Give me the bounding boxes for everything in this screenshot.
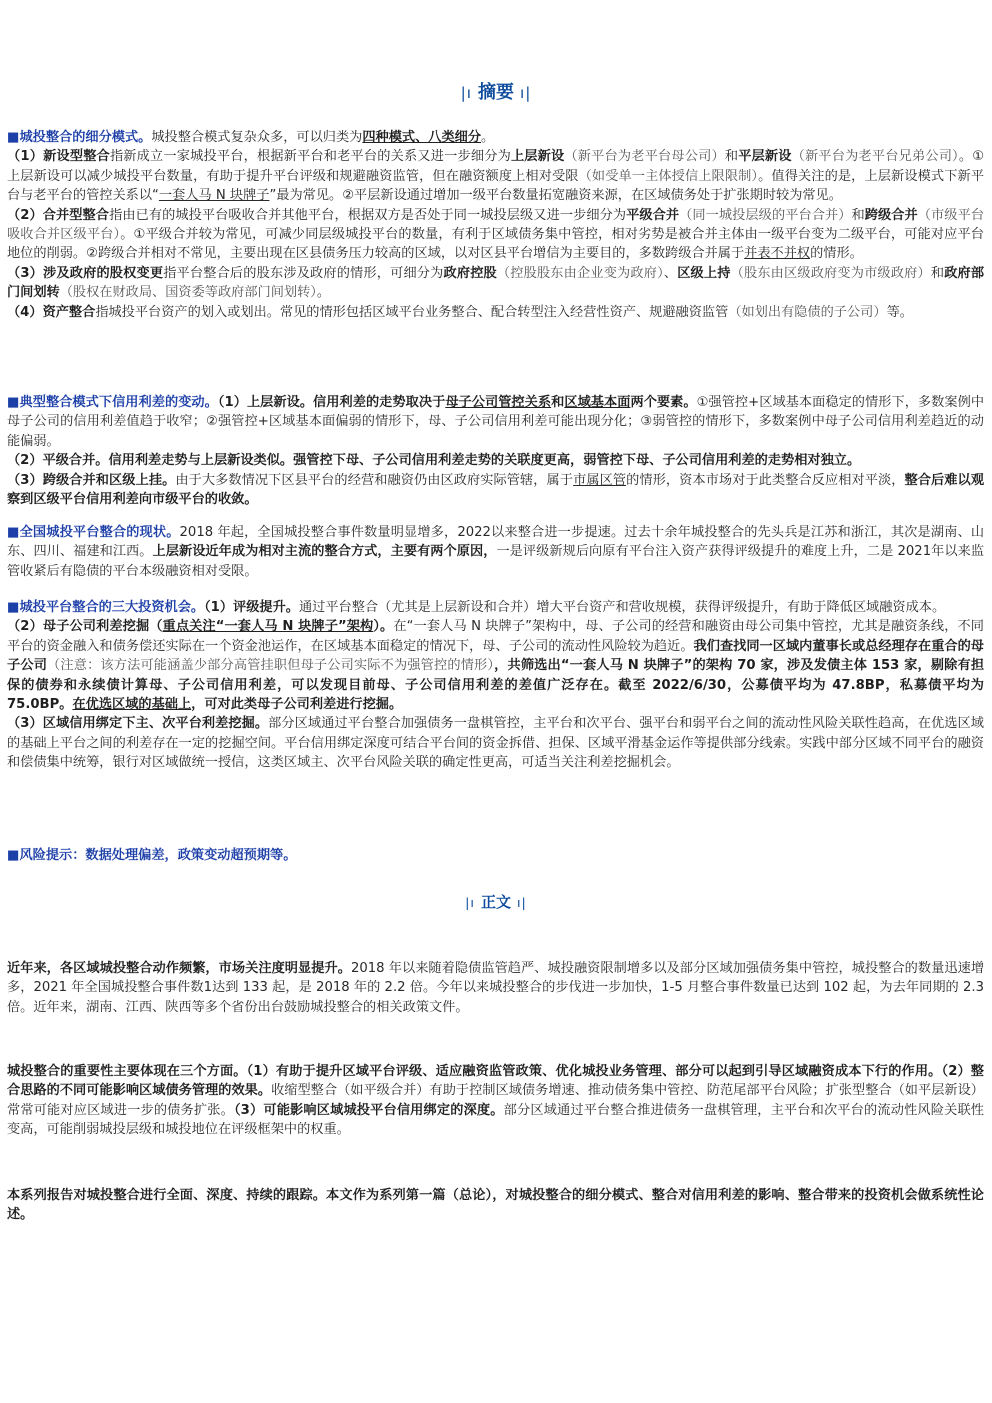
paragraph-new-setup: （1）新设型整合指新成立一家城投平台，根据新平台和老平台的关系又进一步细分为上层新设（新平台为老平台母公司）和平层新设（新平台为老平台兄弟公司）。①上层新设可以减少城投平台数量，有助于提升平台评级和规避融资监管，但在融资额度上相对受限（如受单一主体授信上限限制）。值得关注的是，上层新设模式下新平台与老平台的管控关系以“一套人马 N 块牌子”最为常见。②平层新设通过增加一级平台数量拓宽融资来源，在区域债务处于扩张期时较为常见。 (7, 149, 985, 204)
section-title: 城投整合的细分模式。 (19, 130, 152, 145)
paragraph-merger: （2）合并型整合指由已有的城投平台吸收合并其他平台，根据双方是否处于同一城投层级又进一步细分为平级合并（同一城投层级的平台合并）和跨级合并（市级平台吸收合并区级平台）。①平级合并较为常见，可减少同层级城投平台的数量，有利于区域债务集中管控，相对劣势是被合并主体由一级平台变为二级平台，可能对应平台地位的削弱。②跨级合并相对不常见，主要出现在区县债务压力较高的区域，以对区县平台增信为主要目的，多数跨级合并属于并表不并权的情形。 (7, 207, 985, 262)
summary-section-risk (7, 846, 984, 865)
paragraph-cross-level: （3）跨级合并和区级上挂。由于大多数情况下区县平台的经营和融资仍由区政府实际管辖，属于市属区管的情形，资本市场对于此类整合反应相对平淡，整合后难以观察到区级平台信用利差向市级平台的收敛。 (7, 472, 985, 508)
section-title: 典型整合模式下信用利差的变动。 (19, 395, 218, 410)
section-intro: ■城投整合的细分模式。城投整合模式复杂众多，可以归类为四种模式、八类细分。 (7, 130, 495, 145)
square-bullet-icon: ■ (7, 600, 20, 615)
section-title: 城投平台整合的三大投资机会。 (19, 600, 205, 615)
paragraph-parent-sub-spread: （2）母子公司利差挖掘（重点关注“一套人马 N 块牌子”架构）。在“一套人马 N 块牌子”架构中，母、子公司的经营和融资由母公司集中管控，尤其是融资条线，不同平台的资金融入和债务偿还实际在一个资金池运作，在区域基本面稳定的情况下，母、子公司的流动性风险较为趋近。我们查找同一区域内董事长或总经理存在重合的母子公司（注意：该方法可能涵盖少部分高管挂职但母子公司实际不为强管控的情形），共筛选出“一套人马 N 块牌子”的架构 70 家，涉及发债主体 153 家，剔除有担保的债券和永续债计算母、子公司信用利差，可以发现目前母、子公司信用利差的差值广泛存在。截至 2022/6/30，公募债平均为 47.8BP，私募债平均为 75.0BP。在优选区域的基础上，可对此类母子公司利差进行挖掘。 (7, 619, 985, 713)
main-paragraph-2: 城投整合的重要性主要体现在三个方面。（1）有助于提升区域平台评级、适应融资监管政策、优化城投业务管理、部分可以起到引导区域融资成本下行的作用。（2）整合思路的不同可能影响区域债务管理的效果。收缩型整合（如平级合并）有助于控制区域债务增速、推动债务集中管控、防范尾部平台风险；扩张型整合（如平层新设）常常可能对应区域进一步的债务扩张。（3）可能影响区域城投平台信用绑定的深度。部分区域通过平台整合推进债务一盘棋管理，主平台和次平台的流动性风险关联性变高，可能削弱城投层级和城投地位在评级框架中的权重。 (7, 1064, 984, 1138)
square-bullet-icon: ■ (7, 848, 20, 863)
paragraph-status: ■全国城投平台整合的现状。2018 年起，全国城投整合事件数量明显增多，2022以来整合进一步提速。过去十余年城投整合的先头兵是江苏和浙江，其次是湖南、山东、四川、福建和江西。上层新设近年成为相对主流的整合方式，主要有两个原因，一是评级新规后向原有平台注入资产获得评级提升的难度上升，二是 2021年以来监管收紧后有隐债的平台本级融资相对受限。 (7, 525, 985, 579)
paragraph-asset-integration: （4）资产整合指城投平台资产的划入或划出。常见的情形包括区域平台业务整合、配合转型注入经营性资产、规避融资监管（如划出有隐债的子公司）等。 (7, 304, 913, 320)
main-paragraph-1: 近年来，各区域城投整合动作频繁，市场关注度明显提升。2018 年以来随着隐债监管趋严、城投融资限制增多以及部分区域加强债务集中管控，城投整合的数量迅速增多，2021 年全国城投整合事件数1达到 133 起，是 2018 年的 2.2 倍。今年以来城投整合的步伐进一步加快，1-5 月整合事件数量已达到 102 起，为去年同期的 2.3 倍。近年来，湖南、江西、陕西等多个省份出台鼓励城投整合的相关政策文件。 (7, 961, 985, 1015)
summary-section-opportunities (7, 598, 984, 773)
paragraph-rating-upgrade: ■城投平台整合的三大投资机会。（1）评级提升。通过平台整合（尤其是上层新设和合并）增大平台资产和营收规模，获得评级提升，有助于降低区域融资成本。 (7, 600, 946, 615)
paragraph-upper-setup: ■典型整合模式下信用利差的变动。（1）上层新设。信用利差的走势取决于母子公司管控关系和区域基本面两个要素。①强管控+区域基本面稳定的情形下，多数案例中母子公司的信用利差值趋于收窄；②强管控+区域基本面偏弱的情形下，母、子公司信用利差可能出现分化；③弱管控的情形下，多数案例中母子公司信用利差趋近的动能偏弱。 (7, 395, 985, 449)
summary-heading (0, 81, 992, 105)
section-title: 全国城投平台整合的现状。 (19, 525, 180, 540)
paragraph-regional-binding: （3）区域信用绑定下主、次平台利差挖掘。部分区域通过平台整合加强债务一盘棋管控，主平台和次平台、强平台和弱平台之间的流动性风险关联性趋高，在优选区域的基础上平台之间的利差存在一定的挖掘空间。平台信用绑定深度可结合平台间的资金拆借、担保、区域平滑基金运作等提供部分线索。实践中部分区域不同平台的融资和偿债集中统筹，银行对区域做统一授信，这类区域主、次平台风险关联的确定性更高，可适当关注利差挖掘机会。 (7, 716, 984, 771)
paragraph-equity-change: （3）涉及政府的股权变更指平台整合后的股东涉及政府的情形，可细分为政府控股（控股股东由企业变为政府）、区级上持（股东由区级政府变为市级政府）和政府部门间划转（股权在财政局、国资委等政府部门间划转）。 (7, 265, 985, 301)
heading-bar-icon: |ı (460, 84, 472, 102)
heading-bar-icon: ı| (520, 84, 532, 102)
summary-section-segment-modes (7, 128, 984, 322)
square-bullet-icon: ■ (7, 395, 20, 410)
square-bullet-icon: ■ (7, 130, 20, 145)
main-heading-title: 正文 (480, 893, 511, 911)
main-heading (0, 892, 992, 914)
summary-section-credit-spread (7, 393, 984, 509)
summary-heading-title: 摘要 (478, 82, 514, 103)
heading-bar-icon: |ı (465, 896, 475, 911)
square-bullet-icon: ■ (7, 525, 20, 540)
risk-warning: 风险提示：数据处理偏差，政策变动超预期等。 (19, 848, 297, 863)
paragraph-risk (7, 846, 984, 865)
paragraph-level-merger: （2）平级合并。信用利差走势与上层新设类似。强管控下母、子公司信用利差走势的关联度更高，弱管控下母、子公司信用利差的走势相对独立。 (7, 453, 861, 469)
summary-section-status (7, 523, 984, 581)
main-paragraph-3: 本系列报告对城投整合进行全面、深度、持续的跟踪。本文作为系列第一篇（总论），对城投整合的细分模式、整合对信用利差的影响、整合带来的投资机会做系统性论述。 (7, 1188, 984, 1223)
heading-bar-icon: ı| (517, 896, 527, 911)
